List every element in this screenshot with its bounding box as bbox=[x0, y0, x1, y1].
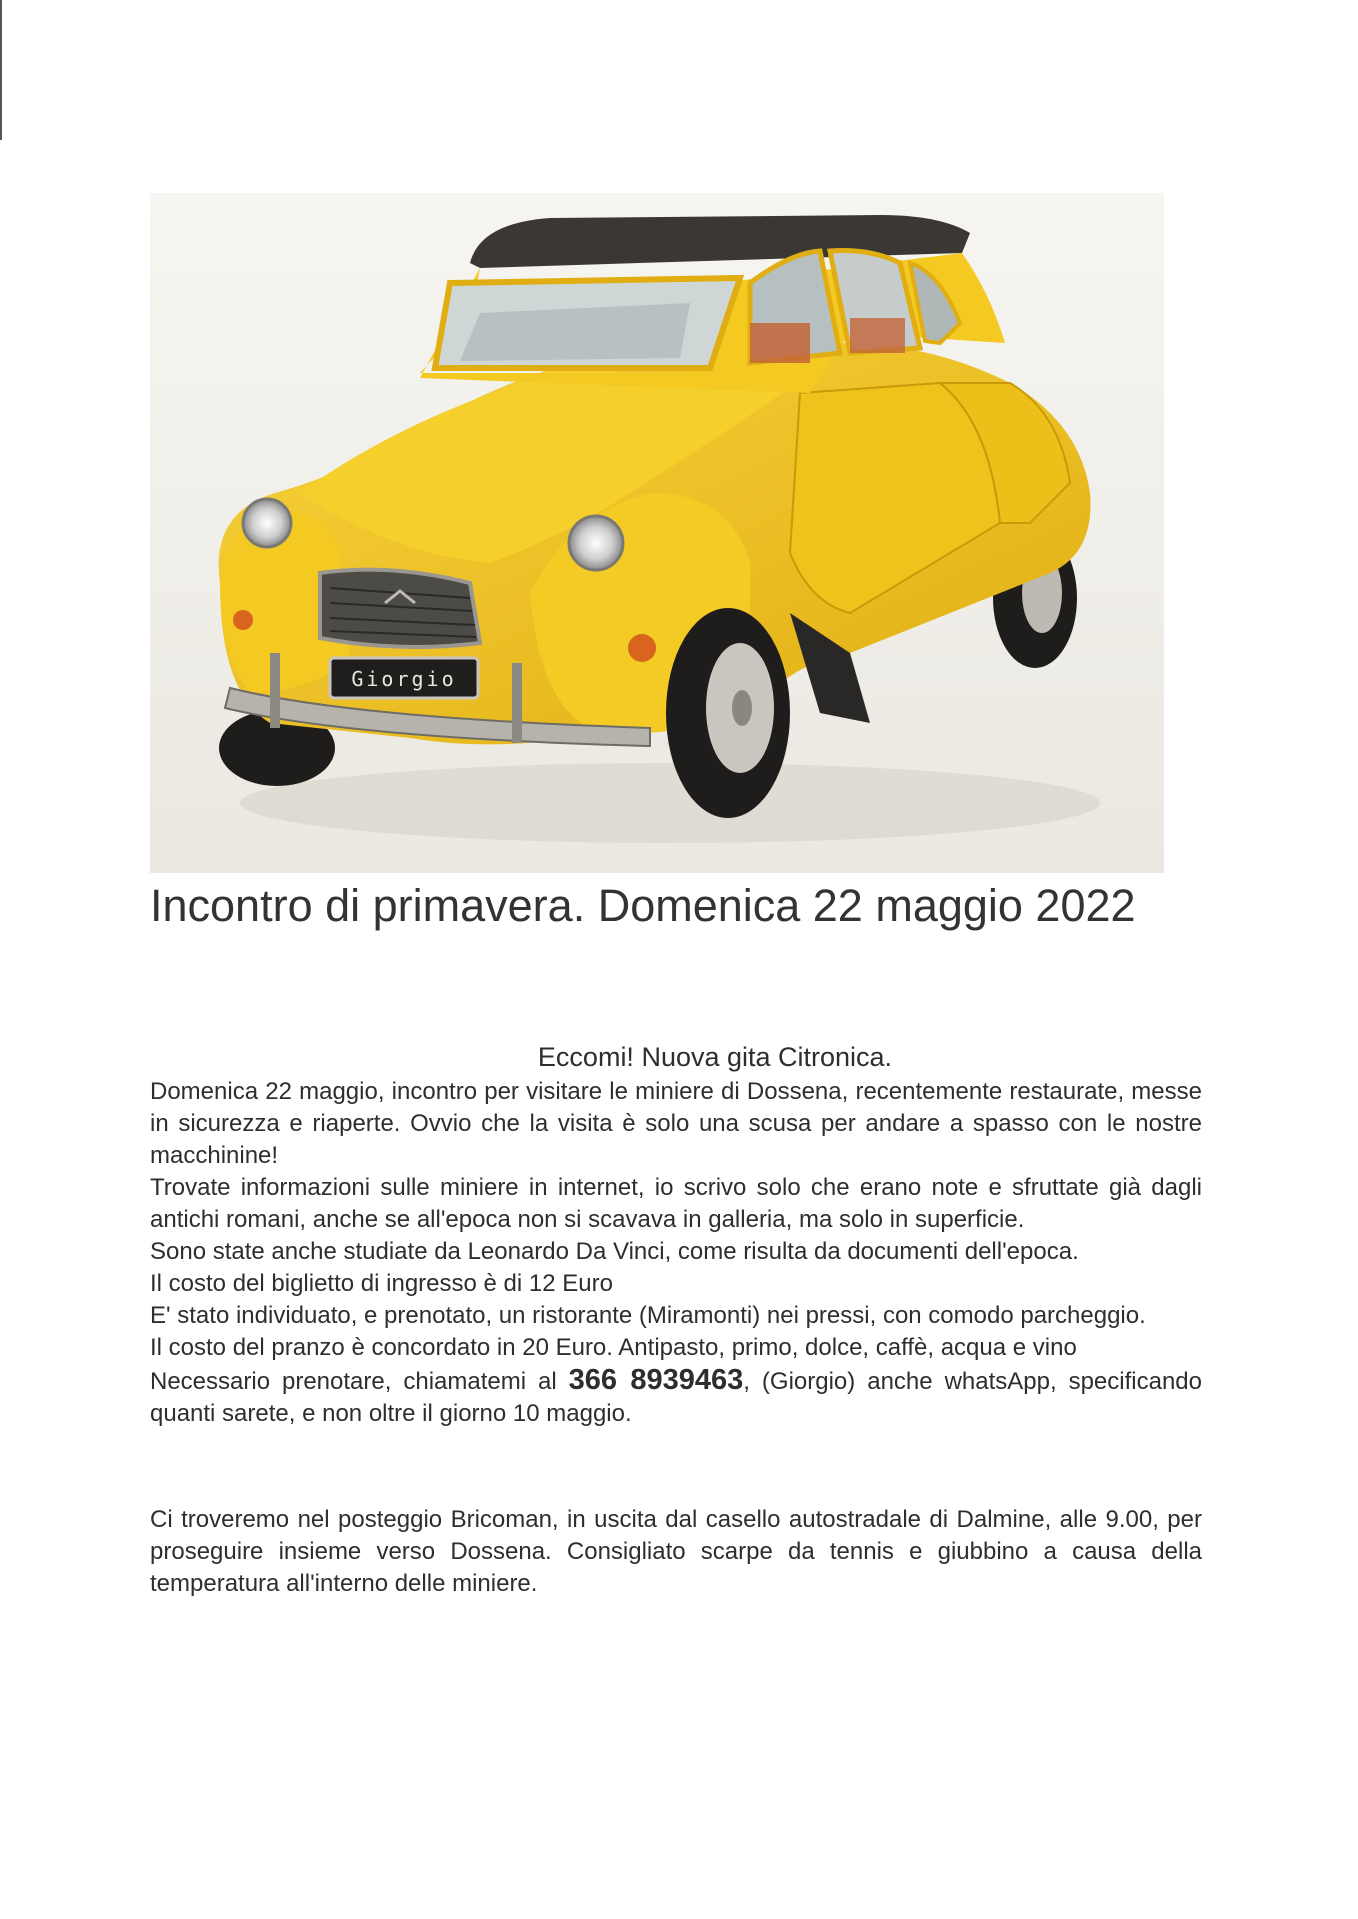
article-body bbox=[150, 1038, 1202, 1600]
page-title: Incontro di primavera. Domenica 22 maggio 2022 bbox=[150, 880, 1136, 931]
spacer bbox=[150, 1430, 1202, 1504]
meeting-paragraph: Ci troveremo nel posteggio Bricoman, in uscita dal casello autostradale di Dalmine, alle 9.00, per proseguire insieme verso Dossena. Consigliato scarpe da tennis e giubbino a causa della temperatura all'interno delle miniere. bbox=[150, 1506, 1202, 1597]
plate-text: Giorgio bbox=[351, 667, 457, 691]
paragraph: Sono state anche studiate da Leonardo Da Vinci, come risulta da documenti dell'epoca. bbox=[150, 1238, 1079, 1265]
booking-text: Necessario prenotare, chiamatemi al bbox=[150, 1368, 569, 1395]
phone-number: 366 8939463 bbox=[568, 1364, 744, 1396]
paragraph: E' stato individuato, e prenotato, un ristorante (Miramonti) nei pressi, con comodo parcheggio. bbox=[150, 1302, 1146, 1329]
subtitle: Eccomi! Nuova gita Citronica. bbox=[537, 1042, 893, 1072]
yellow-car-illustration bbox=[150, 193, 1164, 873]
car-photo bbox=[150, 193, 1164, 873]
paragraph: Domenica 22 maggio, incontro per visitare le miniere di Dossena, recentemente restaurate, messe in sicurezza e riaperte. Ovvio che la visita è solo una scusa per andare a spasso con le nostre macchinine! bbox=[150, 1078, 1202, 1169]
paragraph: Trovate informazioni sulle miniere in internet, io scrivo solo che erano note e sfruttate già dagli antichi romani, anche se all'epoca non si scavava in galleria, ma solo in superficie. bbox=[150, 1174, 1202, 1233]
paragraph: Il costo del pranzo è concordato in 20 Euro. Antipasto, primo, dolce, caffè, acqua e vino bbox=[150, 1334, 1077, 1361]
paragraph: Il costo del biglietto di ingresso è di 12 Euro bbox=[150, 1270, 613, 1297]
scan-edge bbox=[0, 0, 2, 140]
booking-paragraph bbox=[150, 1364, 1202, 1430]
booking-text-end: , (Giorgio) anche whatsApp, specificando quanti sarete, e non oltre il giorno 10 maggio. bbox=[150, 1368, 1203, 1427]
